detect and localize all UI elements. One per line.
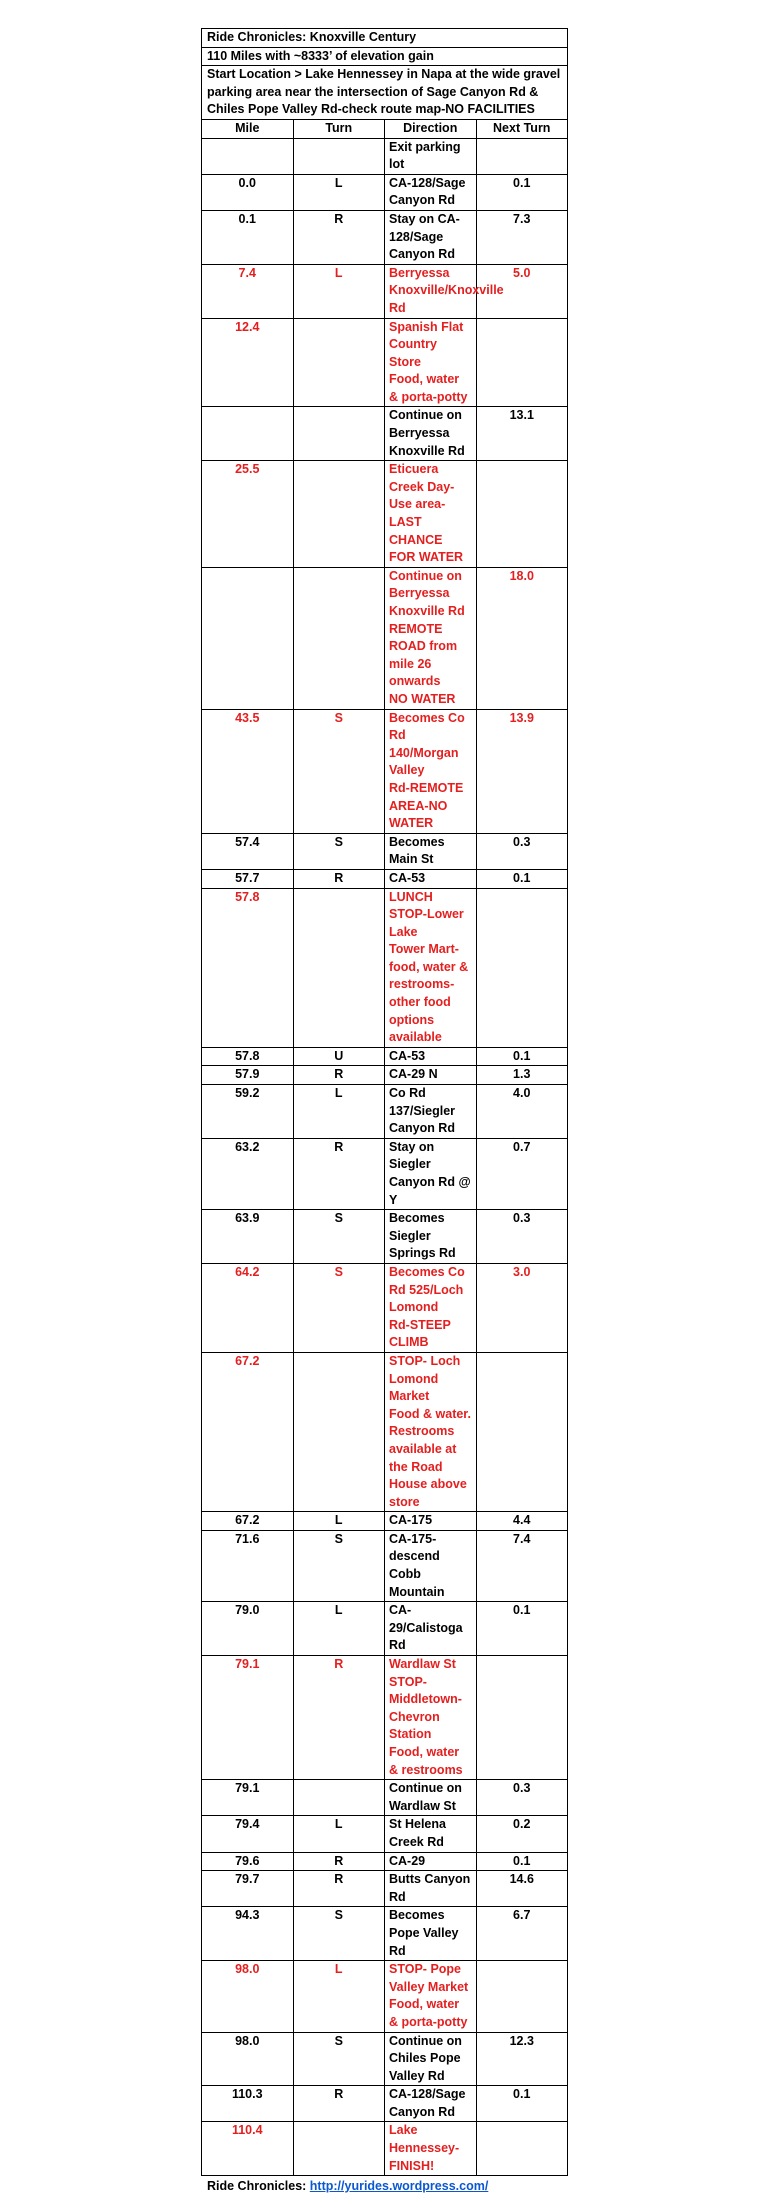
cue-mile: 98.0 <box>202 2032 294 2086</box>
cue-direction <box>385 2122 477 2176</box>
cue-next-turn: 13.1 <box>476 407 568 461</box>
cue-turn: R <box>293 1871 385 1907</box>
cue-row <box>202 1210 568 1264</box>
cue-direction-line: CA-29 <box>389 1853 426 1868</box>
cue-direction-line: CA-128/Sage Canyon Rd <box>389 2087 466 2119</box>
cue-row <box>202 2086 568 2122</box>
column-header-turn: Turn <box>293 119 385 138</box>
cue-direction-line: Stay on Siegler Canyon Rd @ Y <box>389 1139 471 1207</box>
cue-turn <box>293 1780 385 1816</box>
cue-row <box>202 888 568 1047</box>
column-header-direction: Direction <box>385 119 477 138</box>
cue-direction <box>385 1961 477 2032</box>
cue-next-turn: 0.7 <box>476 1138 568 1209</box>
cue-turn: S <box>293 833 385 869</box>
cue-direction <box>385 567 477 709</box>
cue-row <box>202 264 568 318</box>
cue-mile: 79.7 <box>202 1871 294 1907</box>
cue-direction <box>385 1852 477 1871</box>
cue-mile: 57.8 <box>202 1047 294 1066</box>
cue-direction <box>385 1907 477 1961</box>
cue-mile <box>202 138 294 174</box>
cue-turn: R <box>293 1656 385 1780</box>
cue-direction-line: CA-175-descend Cobb Mountain <box>389 1531 445 1599</box>
cue-direction <box>385 1530 477 1601</box>
cue-next-turn: 14.6 <box>476 1871 568 1907</box>
cue-direction-line: LUNCH STOP-Lower Lake <box>389 889 464 939</box>
cue-turn <box>293 567 385 709</box>
cue-direction-line: Wardlaw St <box>389 1657 456 1672</box>
cue-row <box>202 1263 568 1352</box>
cue-next-turn: 5.0 <box>476 264 568 318</box>
cue-next-turn <box>476 318 568 407</box>
cue-direction <box>385 461 477 568</box>
cue-next-turn: 12.3 <box>476 2032 568 2086</box>
cue-direction-line: CA-53 <box>389 870 426 885</box>
cue-mile: 64.2 <box>202 1263 294 1352</box>
cue-direction-line: CA-29/Calistoga Rd <box>389 1603 463 1653</box>
start-location: Start Location > Lake Hennessey in Napa at the wide gravel parking area near the intersection of Sage Canyon Rd & Chiles Pope Valley Rd-check route map-NO FACILITIES <box>202 66 568 120</box>
cue-direction-line: Food, water & porta-potty <box>389 372 468 404</box>
cue-mile: 7.4 <box>202 264 294 318</box>
cue-direction-line: Becomes Main St <box>389 834 445 867</box>
cue-direction-line: Continue on Berryessa Knoxville Rd <box>389 408 465 458</box>
cue-direction <box>385 709 477 833</box>
cue-mile <box>202 407 294 461</box>
cue-direction-line: CA-128/Sage Canyon Rd <box>389 175 466 208</box>
cue-direction-line: Spanish Flat Country Store <box>389 319 464 369</box>
cue-row <box>202 1512 568 1531</box>
cue-turn: R <box>293 1066 385 1085</box>
column-header-mile: Mile <box>202 119 294 138</box>
cue-direction-line: CA-175 <box>389 1513 433 1528</box>
cue-turn: S <box>293 2032 385 2086</box>
cue-direction-line: Becomes Co Rd 525/Loch Lomond <box>389 1264 465 1315</box>
cue-row <box>202 2032 568 2086</box>
cue-next-turn <box>476 461 568 568</box>
cue-direction <box>385 318 477 407</box>
cue-next-turn <box>476 138 568 174</box>
cue-next-turn: 0.3 <box>476 833 568 869</box>
cue-direction-line: Food, water & porta-potty <box>389 1997 468 2029</box>
cue-turn <box>293 888 385 1047</box>
cue-mile: 94.3 <box>202 1907 294 1961</box>
cue-next-turn: 6.7 <box>476 1907 568 1961</box>
cue-direction <box>385 1263 477 1352</box>
cue-direction-line: Continue on Chiles Pope Valley Rd <box>389 2033 462 2083</box>
cue-mile: 0.1 <box>202 210 294 264</box>
cue-row <box>202 1961 568 2032</box>
title-row <box>202 29 568 48</box>
cue-turn <box>293 138 385 174</box>
cue-row <box>202 461 568 568</box>
cue-turn: L <box>293 1512 385 1531</box>
cue-turn <box>293 318 385 407</box>
cue-sheet <box>201 28 568 2195</box>
cue-direction <box>385 264 504 318</box>
cue-next-turn: 7.3 <box>476 210 568 264</box>
cue-mile: 110.3 <box>202 2086 294 2122</box>
cue-turn: L <box>293 174 385 210</box>
cue-row <box>202 318 568 407</box>
cue-row <box>202 1530 568 1601</box>
cue-direction <box>385 210 477 264</box>
cue-next-turn: 3.0 <box>476 1263 568 1352</box>
cue-direction-line: REMOTE ROAD from mile 26 onwards <box>389 621 458 689</box>
cue-turn: L <box>293 1085 385 1139</box>
cue-direction <box>385 869 477 888</box>
cue-direction <box>385 1138 477 1209</box>
cue-direction <box>385 407 477 461</box>
cue-next-turn: 0.2 <box>476 1816 568 1852</box>
cue-next-turn: 0.1 <box>476 1047 568 1066</box>
column-header-row <box>202 119 568 138</box>
cue-row <box>202 1871 568 1907</box>
cue-mile: 57.8 <box>202 888 294 1047</box>
cue-direction <box>385 833 477 869</box>
cue-direction-line: CA-29 N <box>389 1067 438 1082</box>
cue-direction <box>385 1871 477 1907</box>
cue-turn: S <box>293 1210 385 1264</box>
cue-mile: 79.1 <box>202 1780 294 1816</box>
cue-next-turn <box>476 1656 568 1780</box>
cue-turn <box>293 461 385 568</box>
cue-next-turn <box>476 1352 568 1511</box>
cue-turn: R <box>293 1852 385 1871</box>
cue-table <box>201 28 568 2176</box>
cue-next-turn: 18.0 <box>476 567 568 709</box>
cue-direction-line: STOP- Pope Valley Market <box>389 1962 469 1994</box>
cue-mile: 79.1 <box>202 1656 294 1780</box>
cue-turn: R <box>293 869 385 888</box>
cue-direction-line: available <box>389 1030 442 1045</box>
cue-direction-line: STOP- Loch Lomond Market <box>389 1353 461 1404</box>
cue-row <box>202 1907 568 1961</box>
cue-direction <box>385 2086 477 2122</box>
cue-mile: 57.4 <box>202 833 294 869</box>
cue-direction-line: Rd-STEEP CLIMB <box>389 1317 451 1350</box>
cue-next-turn: 7.4 <box>476 1530 568 1601</box>
start-location-row <box>202 66 568 120</box>
cue-row <box>202 1066 568 1085</box>
cue-row <box>202 1352 568 1511</box>
cue-turn: R <box>293 2086 385 2122</box>
cue-turn: L <box>293 1602 385 1656</box>
cue-row <box>202 567 568 709</box>
cue-mile: 0.0 <box>202 174 294 210</box>
cue-mile <box>202 567 294 709</box>
cue-direction <box>385 1085 477 1139</box>
cue-next-turn: 0.1 <box>476 174 568 210</box>
cue-turn: S <box>293 709 385 833</box>
cue-direction-line: Co Rd 137/Siegler Canyon Rd <box>389 1086 456 1136</box>
cue-mile: 59.2 <box>202 1085 294 1139</box>
cue-direction-line: Continue on Wardlaw St <box>389 1781 462 1813</box>
cue-row <box>202 1656 568 1780</box>
cue-next-turn: 0.1 <box>476 869 568 888</box>
blog-link[interactable]: http://yurides.wordpress.com/ <box>309 2179 489 2194</box>
cue-turn: U <box>293 1047 385 1066</box>
cue-turn <box>293 407 385 461</box>
cue-direction-line: Food, water & restrooms <box>389 1745 463 1777</box>
cue-mile: 25.5 <box>202 461 294 568</box>
cue-row <box>202 1085 568 1139</box>
cue-next-turn: 4.4 <box>476 1512 568 1531</box>
cue-direction <box>385 1047 477 1066</box>
cue-direction-line: CHANCE FOR WATER <box>389 532 464 565</box>
sheet-title: Ride Chronicles: Knoxville Century <box>202 29 568 48</box>
cue-direction <box>385 888 477 1047</box>
cue-direction-line: restrooms-other food options <box>389 977 455 1027</box>
cue-direction <box>385 138 477 174</box>
cue-next-turn: 0.1 <box>476 1852 568 1871</box>
cue-mile: 98.0 <box>202 1961 294 2032</box>
cue-row <box>202 407 568 461</box>
cue-row <box>202 833 568 869</box>
cue-row <box>202 1816 568 1852</box>
column-header-next-turn: Next Turn <box>476 119 568 138</box>
cue-mile: 79.4 <box>202 1816 294 1852</box>
cue-next-turn <box>476 2122 568 2176</box>
cue-direction-line: Lake Hennessey-FINISH! <box>389 2123 460 2173</box>
cue-mile: 63.2 <box>202 1138 294 1209</box>
cue-direction-line: Becomes Pope Valley Rd <box>389 1908 459 1958</box>
cue-mile: 79.6 <box>202 1852 294 1871</box>
cue-row <box>202 174 568 210</box>
cue-direction-line: Becomes Co Rd 140/Morgan Valley <box>389 710 465 778</box>
cue-direction-line: Continue on Berryessa Knoxville Rd <box>389 568 465 618</box>
cue-direction <box>385 1066 477 1085</box>
cue-mile: 67.2 <box>202 1352 294 1511</box>
cue-direction <box>385 1210 477 1264</box>
cue-mile: 71.6 <box>202 1530 294 1601</box>
cue-next-turn: 0.3 <box>476 1210 568 1264</box>
cue-next-turn: 0.1 <box>476 1602 568 1656</box>
cue-direction <box>385 2032 477 2086</box>
cue-direction <box>385 1512 477 1531</box>
cue-next-turn: 0.3 <box>476 1780 568 1816</box>
cue-mile: 79.0 <box>202 1602 294 1656</box>
cue-direction-line: STOP-Middletown-Chevron Station <box>389 1674 462 1742</box>
cue-direction-line: St Helena Creek Rd <box>389 1817 446 1849</box>
cue-direction-line: NO WATER <box>389 691 456 706</box>
cue-direction <box>385 1780 477 1816</box>
cue-direction <box>385 1816 477 1852</box>
cue-mile: 63.9 <box>202 1210 294 1264</box>
cue-row <box>202 1602 568 1656</box>
cue-mile: 57.7 <box>202 869 294 888</box>
cue-turn: S <box>293 1907 385 1961</box>
cue-direction <box>385 1602 477 1656</box>
cue-direction-line: Butts Canyon Rd <box>389 1872 471 1904</box>
cue-direction-line: Tower Mart-food, water & <box>389 942 469 974</box>
cue-direction-line: Berryessa Knoxville/Knoxville Rd <box>389 265 504 315</box>
cue-direction <box>385 174 477 210</box>
cue-turn: L <box>293 1816 385 1852</box>
cue-row <box>202 709 568 833</box>
cue-row <box>202 1138 568 1209</box>
cue-turn <box>293 2122 385 2176</box>
cue-mile: 57.9 <box>202 1066 294 1085</box>
cue-turn <box>293 1352 385 1511</box>
cue-direction-line: the Road House above store <box>389 1459 467 1509</box>
cue-row <box>202 1780 568 1816</box>
cue-direction-line: Rd-REMOTE AREA-NO WATER <box>389 780 464 831</box>
subtitle-row <box>202 47 568 66</box>
cue-turn: S <box>293 1263 385 1352</box>
cue-row <box>202 138 568 174</box>
cue-mile: 43.5 <box>202 709 294 833</box>
cue-direction-line: Eticuera Creek Day-Use area-LAST <box>389 462 455 530</box>
cue-row <box>202 210 568 264</box>
cue-next-turn <box>476 888 568 1047</box>
cue-direction <box>385 1656 477 1780</box>
cue-next-turn: 4.0 <box>476 1085 568 1139</box>
cue-next-turn: 1.3 <box>476 1066 568 1085</box>
cue-next-turn: 13.9 <box>476 709 568 833</box>
cue-row <box>202 869 568 888</box>
cue-mile: 12.4 <box>202 318 294 407</box>
cue-next-turn: 0.1 <box>476 2086 568 2122</box>
cue-turn: L <box>293 264 385 318</box>
cue-mile: 110.4 <box>202 2122 294 2176</box>
cue-next-turn <box>476 1961 568 2032</box>
footer-label: Ride Chronicles: <box>207 2179 310 2194</box>
cue-direction-line: Food & water. Restrooms available at <box>389 1406 471 1456</box>
cue-row <box>202 1852 568 1871</box>
footer <box>201 2177 568 2195</box>
cue-turn: R <box>293 1138 385 1209</box>
cue-direction <box>385 1352 477 1511</box>
sheet-subtitle: 110 Miles with ~8333’ of elevation gain <box>202 47 568 66</box>
cue-direction-line: Becomes Siegler Springs Rd <box>389 1211 456 1261</box>
cue-direction-line: Stay on CA-128/Sage Canyon Rd <box>389 211 460 262</box>
cue-row <box>202 2122 568 2176</box>
cue-row <box>202 1047 568 1066</box>
cue-turn: S <box>293 1530 385 1601</box>
cue-turn: L <box>293 1961 385 2032</box>
cue-mile: 67.2 <box>202 1512 294 1531</box>
cue-direction-line: Exit parking lot <box>389 139 461 172</box>
cue-turn: R <box>293 210 385 264</box>
cue-direction-line: CA-53 <box>389 1048 426 1063</box>
